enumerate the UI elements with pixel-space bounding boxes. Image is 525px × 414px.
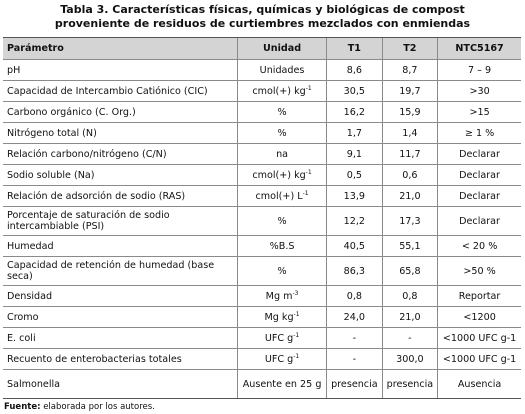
unit-exponent: -1 bbox=[293, 310, 300, 318]
cell-t1-text: 9,1 bbox=[346, 148, 362, 160]
cell-t1-text: 0,5 bbox=[346, 169, 362, 181]
header-unidad: Unidad bbox=[238, 38, 327, 60]
cell-unidad bbox=[238, 286, 327, 307]
table-row bbox=[3, 81, 521, 102]
cell-unidad-text: % bbox=[277, 106, 287, 118]
cell-ntc5167 bbox=[438, 286, 521, 307]
cell-t2 bbox=[382, 328, 438, 349]
table-title bbox=[0, 3, 525, 31]
cell-t2 bbox=[382, 60, 438, 81]
table-row bbox=[3, 123, 521, 144]
cell-t1 bbox=[327, 328, 383, 349]
cell-t2-text: presencia bbox=[386, 378, 434, 390]
data-table bbox=[3, 37, 521, 399]
cell-parametro-text: Salmonella bbox=[7, 378, 61, 390]
cell-t2 bbox=[382, 286, 438, 307]
cell-ntc5167-text: >30 bbox=[469, 85, 490, 97]
cell-t1 bbox=[327, 286, 383, 307]
cell-parametro-text: Recuento de enterobacterias totales bbox=[7, 353, 182, 365]
unit-exponent: -1 bbox=[305, 84, 312, 92]
cell-t1 bbox=[327, 81, 383, 102]
source-text: elaborada por los autores. bbox=[43, 402, 155, 412]
cell-ntc5167 bbox=[438, 81, 521, 102]
cell-ntc5167 bbox=[438, 257, 521, 286]
cell-parametro-text: Capacidad de Intercambio Catiónico (CIC) bbox=[7, 85, 208, 97]
cell-ntc5167 bbox=[438, 328, 521, 349]
cell-t1-text: 24,0 bbox=[343, 311, 366, 323]
cell-parametro bbox=[3, 328, 238, 349]
cell-t1-text: 0,8 bbox=[346, 290, 362, 302]
table-row bbox=[3, 307, 521, 328]
unit-exponent: -1 bbox=[293, 331, 300, 339]
cell-t1 bbox=[327, 144, 383, 165]
cell-unidad-text: % bbox=[277, 215, 287, 227]
cell-t1-text: 12,2 bbox=[343, 215, 366, 227]
cell-t2 bbox=[382, 123, 438, 144]
cell-t1-text: 86,3 bbox=[343, 265, 366, 277]
cell-unidad-text: Mg kg bbox=[264, 311, 294, 323]
cell-unidad bbox=[238, 370, 327, 399]
cell-ntc5167-text: ≥ 1 % bbox=[464, 127, 495, 139]
table-title-line-2: proveniente de residuos de curtiembres mezclados con enmiendas bbox=[54, 17, 471, 30]
unit-exponent: -1 bbox=[293, 352, 300, 360]
header-parametro: Parámetro bbox=[3, 38, 238, 60]
cell-unidad-text: Mg m bbox=[265, 290, 293, 302]
cell-ntc5167-text: <1000 UFC g-1 bbox=[442, 332, 517, 344]
cell-parametro bbox=[3, 81, 238, 102]
cell-ntc5167 bbox=[438, 207, 521, 236]
cell-parametro-text: Cromo bbox=[7, 311, 39, 323]
cell-unidad bbox=[238, 207, 327, 236]
header-ntc5167: NTC5167 bbox=[438, 38, 521, 60]
cell-t1 bbox=[327, 207, 383, 236]
cell-t1 bbox=[327, 102, 383, 123]
cell-ntc5167 bbox=[438, 102, 521, 123]
cell-t1-text: 13,9 bbox=[343, 190, 366, 202]
cell-unidad-text: na bbox=[276, 148, 289, 160]
header-t1: T1 bbox=[327, 38, 383, 60]
cell-ntc5167 bbox=[438, 236, 521, 257]
cell-parametro-text: pH bbox=[7, 64, 21, 76]
cell-t2 bbox=[382, 207, 438, 236]
cell-t2-text: 0,6 bbox=[402, 169, 418, 181]
cell-t1 bbox=[327, 165, 383, 186]
table-row bbox=[3, 349, 521, 370]
cell-t1 bbox=[327, 349, 383, 370]
cell-t1-text: - bbox=[352, 353, 357, 365]
cell-ntc5167-text: 7 – 9 bbox=[468, 64, 492, 76]
source-note bbox=[4, 402, 155, 412]
cell-t2 bbox=[382, 257, 438, 286]
cell-parametro-text: Humedad bbox=[7, 240, 54, 252]
cell-unidad bbox=[238, 257, 327, 286]
cell-unidad-text: Ausente en 25 g bbox=[242, 378, 322, 390]
cell-ntc5167 bbox=[438, 186, 521, 207]
cell-parametro bbox=[3, 307, 238, 328]
cell-parametro bbox=[3, 165, 238, 186]
source-label: Fuente: bbox=[4, 402, 41, 412]
cell-t2-text: 8,7 bbox=[402, 64, 418, 76]
cell-t1-text: - bbox=[352, 332, 357, 344]
cell-t2-text: 300,0 bbox=[396, 353, 424, 365]
table-row bbox=[3, 257, 521, 286]
table-row bbox=[3, 286, 521, 307]
table-row bbox=[3, 60, 521, 81]
cell-t1 bbox=[327, 186, 383, 207]
cell-parametro-text: Capacidad de retención de humedad (base seca) bbox=[7, 260, 215, 282]
cell-ntc5167-text: >15 bbox=[469, 106, 490, 118]
cell-t2 bbox=[382, 307, 438, 328]
table-number: Tabla 3. bbox=[60, 3, 109, 16]
cell-parametro-text: Relación de adsorción de sodio (RAS) bbox=[7, 190, 186, 202]
cell-unidad-text: UFC g bbox=[264, 353, 294, 365]
cell-unidad bbox=[238, 102, 327, 123]
table-row bbox=[3, 370, 521, 399]
cell-t2-text: 21,0 bbox=[399, 311, 421, 323]
table-row bbox=[3, 328, 521, 349]
cell-parametro-text: Relación carbono/nitrógeno (C/N) bbox=[7, 148, 167, 160]
cell-ntc5167 bbox=[438, 144, 521, 165]
cell-unidad-text: % bbox=[277, 127, 287, 139]
table-row bbox=[3, 144, 521, 165]
cell-parametro bbox=[3, 207, 238, 236]
cell-unidad bbox=[238, 186, 327, 207]
cell-unidad bbox=[238, 165, 327, 186]
cell-t1-text: 1,7 bbox=[346, 127, 362, 139]
cell-unidad-text: UFC g bbox=[264, 332, 294, 344]
cell-t2-text: 17,3 bbox=[399, 215, 421, 227]
cell-parametro bbox=[3, 236, 238, 257]
cell-ntc5167-text: Declarar bbox=[459, 215, 501, 227]
cell-t1 bbox=[327, 60, 383, 81]
cell-t1 bbox=[327, 257, 383, 286]
cell-t1 bbox=[327, 123, 383, 144]
header-t2: T2 bbox=[382, 38, 438, 60]
table-title-line-1: Características físicas, químicas y biológicas de compost bbox=[112, 3, 465, 16]
cell-parametro-text: Densidad bbox=[7, 290, 53, 302]
unit-exponent: -1 bbox=[305, 168, 312, 176]
cell-parametro bbox=[3, 102, 238, 123]
cell-t2-text: 1,4 bbox=[402, 127, 418, 139]
cell-t2 bbox=[382, 370, 438, 399]
cell-t2-text: 19,7 bbox=[399, 85, 421, 97]
cell-unidad bbox=[238, 60, 327, 81]
cell-t2-text: 15,9 bbox=[399, 106, 421, 118]
cell-unidad bbox=[238, 328, 327, 349]
cell-t2 bbox=[382, 236, 438, 257]
cell-t1-text: 40,5 bbox=[343, 240, 366, 252]
cell-ntc5167 bbox=[438, 307, 521, 328]
cell-ntc5167 bbox=[438, 60, 521, 81]
cell-ntc5167 bbox=[438, 165, 521, 186]
cell-unidad-text: cmol(+) kg bbox=[252, 85, 306, 97]
cell-t1-text: presencia bbox=[331, 378, 378, 390]
cell-ntc5167-text: Ausencia bbox=[457, 378, 502, 390]
cell-t1-text: 16,2 bbox=[343, 106, 366, 118]
cell-ntc5167 bbox=[438, 123, 521, 144]
cell-ntc5167-text: <1200 bbox=[463, 311, 496, 323]
cell-unidad bbox=[238, 307, 327, 328]
cell-t2-text: 55,1 bbox=[399, 240, 421, 252]
cell-parametro bbox=[3, 144, 238, 165]
cell-t2-text: 21,0 bbox=[399, 190, 421, 202]
cell-unidad bbox=[238, 349, 327, 370]
cell-ntc5167 bbox=[438, 370, 521, 399]
cell-unidad bbox=[238, 123, 327, 144]
table-row bbox=[3, 207, 521, 236]
cell-parametro bbox=[3, 186, 238, 207]
cell-unidad-text: Unidades bbox=[259, 64, 305, 76]
cell-ntc5167-text: >50 % bbox=[463, 265, 496, 277]
cell-t2-text: 0,8 bbox=[402, 290, 418, 302]
cell-t2-text: 65,8 bbox=[399, 265, 421, 277]
cell-parametro-text: Porcentaje de saturación de sodio intercambiable (PSI) bbox=[7, 210, 170, 232]
cell-t1 bbox=[327, 307, 383, 328]
cell-unidad bbox=[238, 236, 327, 257]
cell-parametro bbox=[3, 349, 238, 370]
table-row bbox=[3, 102, 521, 123]
cell-t1-text: 30,5 bbox=[343, 85, 366, 97]
cell-t2 bbox=[382, 102, 438, 123]
cell-parametro bbox=[3, 370, 238, 399]
cell-parametro-text: E. coli bbox=[7, 332, 36, 344]
cell-parametro-text: Nitrógeno total (N) bbox=[7, 127, 97, 139]
cell-unidad bbox=[238, 144, 327, 165]
cell-unidad-text: cmol(+) L bbox=[255, 190, 303, 202]
cell-t1 bbox=[327, 370, 383, 399]
cell-t2 bbox=[382, 81, 438, 102]
cell-unidad-text: %B.S bbox=[269, 240, 295, 252]
cell-parametro bbox=[3, 286, 238, 307]
table-row bbox=[3, 236, 521, 257]
unit-exponent: -1 bbox=[302, 189, 309, 197]
cell-parametro-text: Carbono orgánico (C. Org.) bbox=[7, 106, 136, 118]
cell-parametro-text: Sodio soluble (Na) bbox=[7, 169, 95, 181]
cell-ntc5167-text: <1000 UFC g-1 bbox=[442, 353, 517, 365]
cell-unidad-text: % bbox=[277, 265, 287, 277]
cell-ntc5167-text: < 20 % bbox=[461, 240, 498, 252]
cell-parametro bbox=[3, 123, 238, 144]
cell-t2 bbox=[382, 165, 438, 186]
cell-parametro bbox=[3, 257, 238, 286]
cell-ntc5167-text: Declarar bbox=[459, 148, 501, 160]
header-row bbox=[3, 38, 521, 60]
cell-t2 bbox=[382, 144, 438, 165]
cell-t2-text: 11,7 bbox=[399, 148, 421, 160]
cell-t2-text: - bbox=[408, 332, 412, 344]
cell-t2 bbox=[382, 186, 438, 207]
cell-ntc5167-text: Declarar bbox=[459, 169, 501, 181]
cell-ntc5167 bbox=[438, 349, 521, 370]
cell-ntc5167-text: Declarar bbox=[459, 190, 501, 202]
table-row bbox=[3, 165, 521, 186]
cell-unidad bbox=[238, 81, 327, 102]
cell-parametro bbox=[3, 60, 238, 81]
cell-ntc5167-text: Reportar bbox=[458, 290, 501, 302]
unit-exponent: -3 bbox=[292, 289, 299, 297]
cell-t1 bbox=[327, 236, 383, 257]
cell-unidad-text: cmol(+) kg bbox=[252, 169, 306, 181]
cell-t2 bbox=[382, 349, 438, 370]
cell-t1-text: 8,6 bbox=[346, 64, 362, 76]
table-row bbox=[3, 186, 521, 207]
